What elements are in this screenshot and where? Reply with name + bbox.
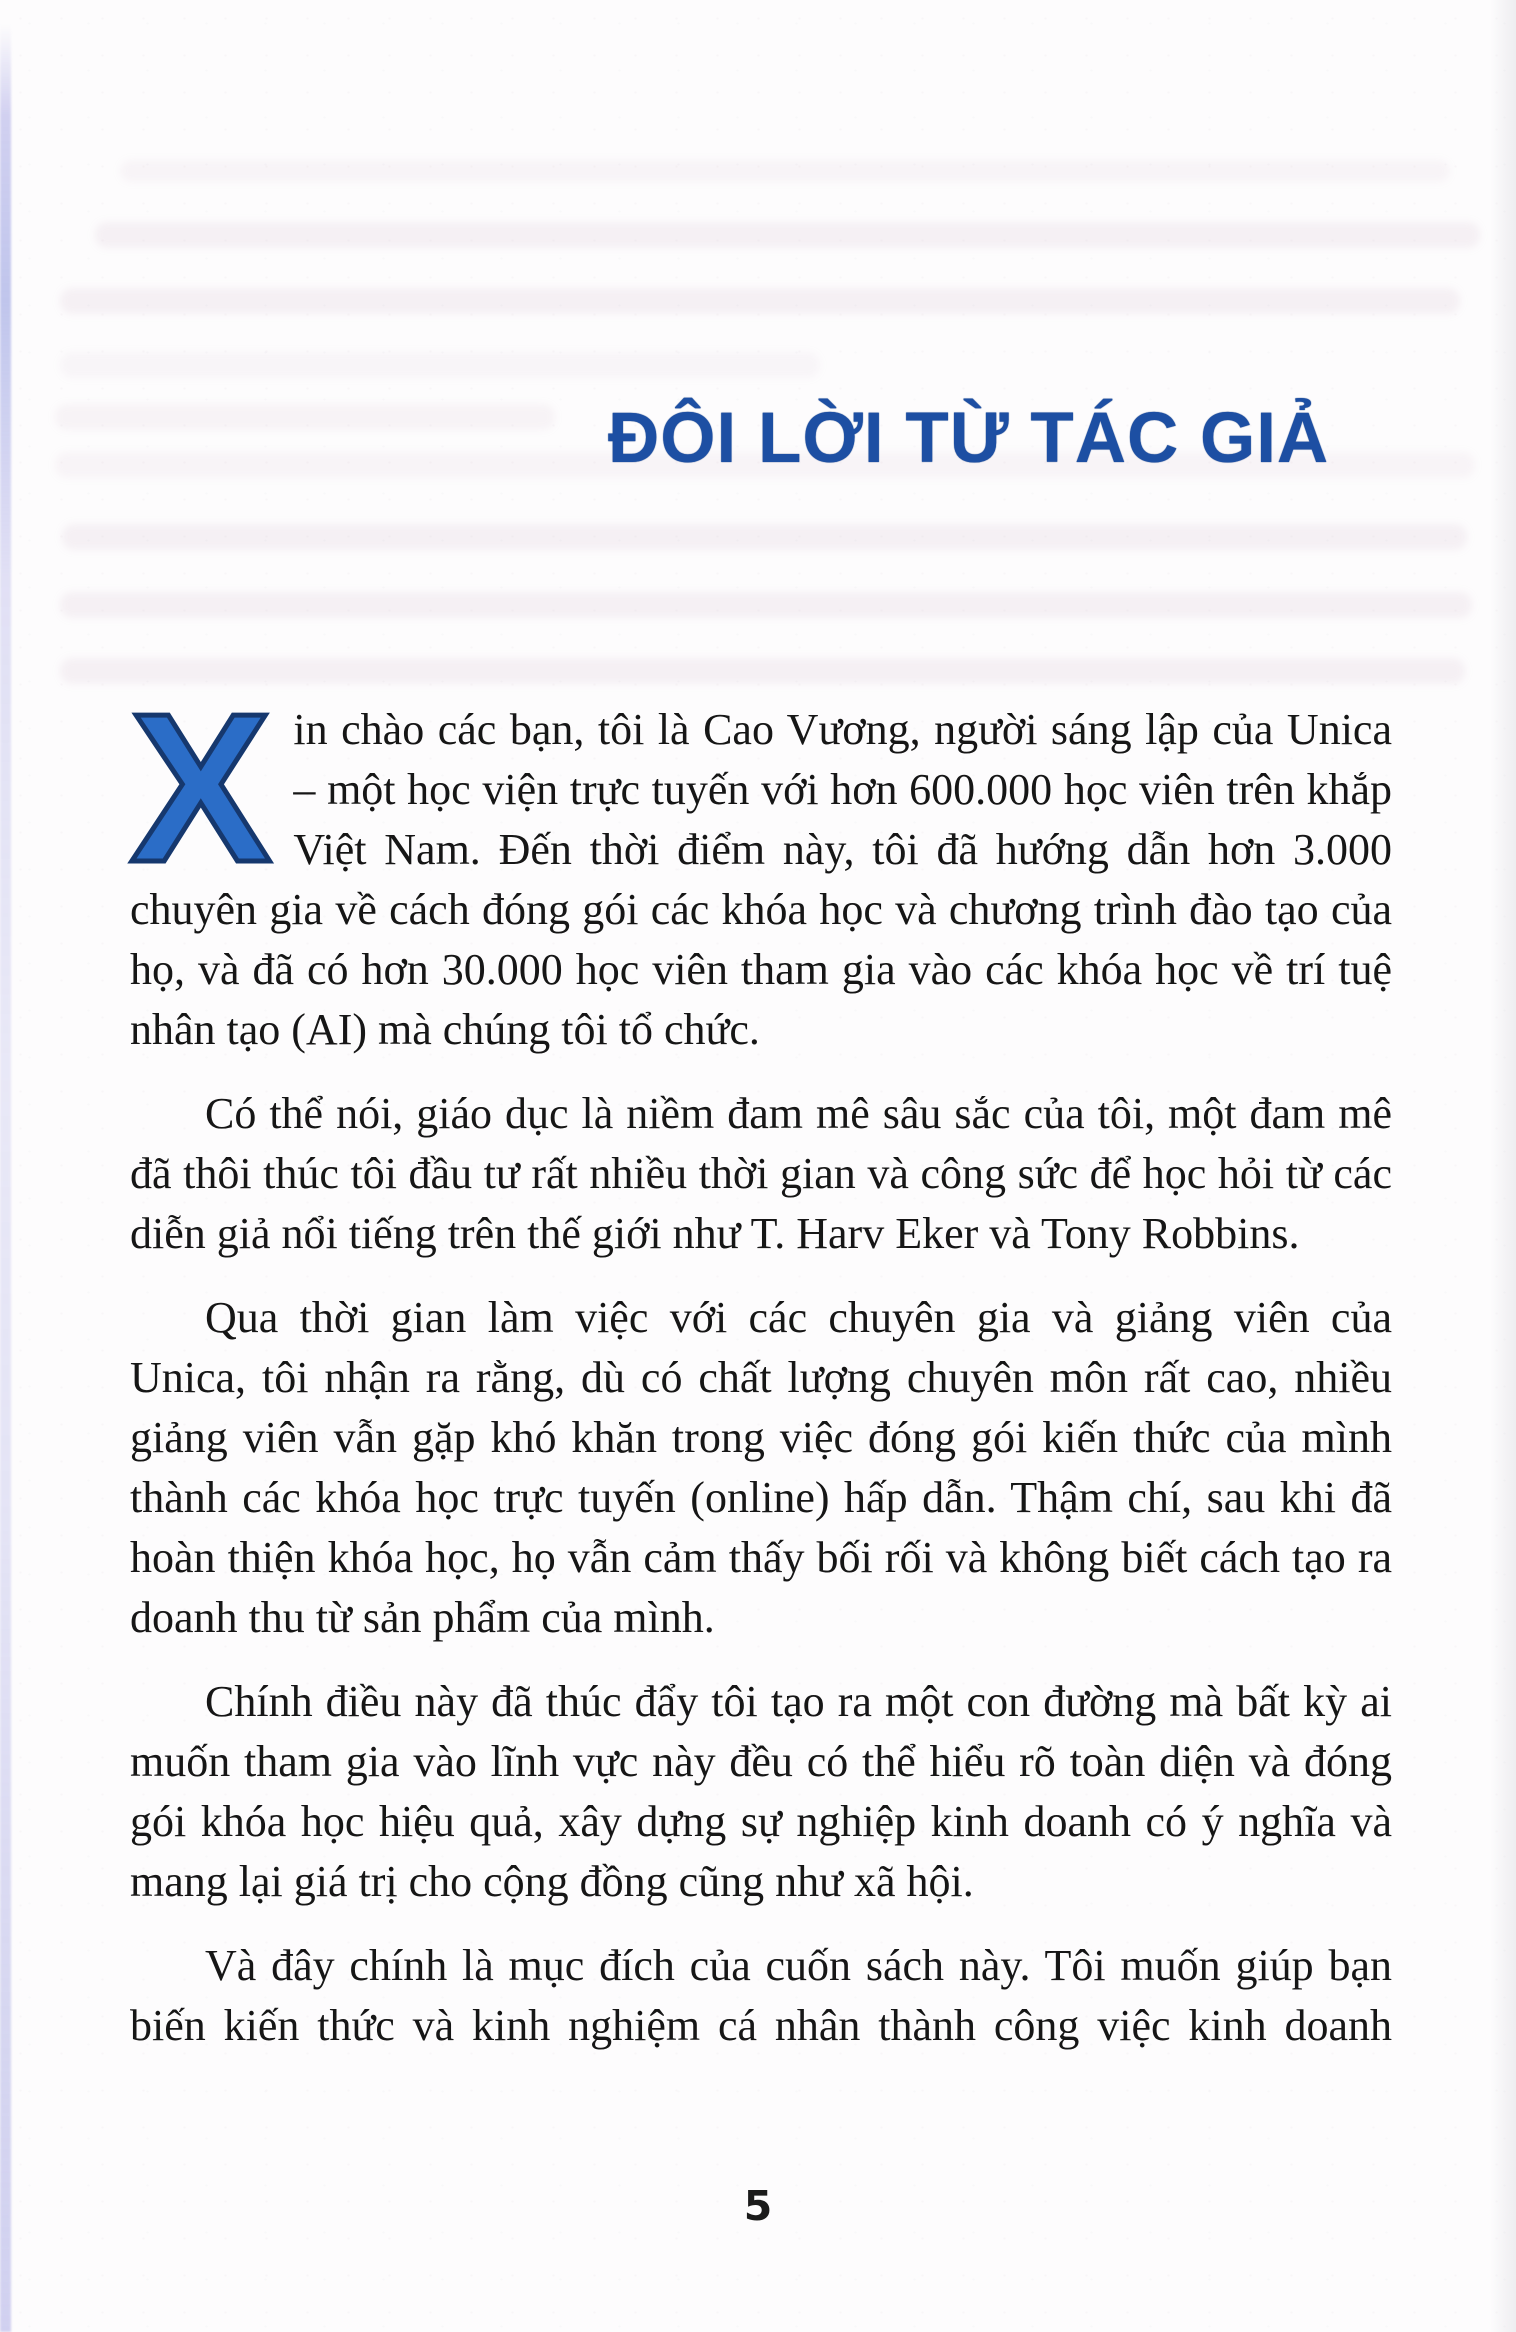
showthrough-artifact [95, 222, 1480, 248]
showthrough-artifact [62, 524, 1467, 550]
page-edge-tint [0, 24, 11, 2332]
showthrough-artifact [55, 404, 555, 430]
paragraph-text: in chào các bạn, tôi là Cao Vương, người sáng lập của Unica – một học viện trực tuyến với hơn 600.000 học viên trên khắp Việt Nam. Đến thời điểm này, tôi đã hướng dẫn hơn 3.000 chuyên gia về cách đóng gói các khóa học và chương trình đào tạo của họ, và đã có hơn 30.000 học viên tham gia vào các khóa học về trí tuệ nhân tạo (AI) mà chúng tôi tổ chức. [130, 705, 1392, 1054]
body-paragraph: Có thể nói, giáo dục là niềm đam mê sâu sắc của tôi, một đam mê đã thôi thúc tôi đầu tư rất nhiều thời gian và công sức để học hỏi từ các diễn giả nổi tiếng trên thế giới như T. Harv Eker và Tony Robbins. [130, 1089, 1392, 1258]
showthrough-artifact [60, 288, 1460, 314]
body-paragraph [130, 669, 1392, 1060]
dropcap-letter: X [130, 669, 272, 906]
body-paragraph: Và đây chính là mục đích của cuốn sách này. Tôi muốn giúp bạn biến kiến thức và kinh nghiệm cá nhân thành công việc kinh doanh [130, 1941, 1392, 2050]
chapter-title: ĐÔI LỜI TỪ TÁC GIẢ [608, 399, 1330, 478]
body-paragraph: Qua thời gian làm việc với các chuyên gia và giảng viên của Unica, tôi nhận ra rằng, dù có chất lượng chuyên môn rất cao, nhiều giảng viên vẫn gặp khó khăn trong việc đóng gói kiến thức của mình thành các khóa học trực tuyến (online) hấp dẫn. Thậm chí, sau khi đã hoàn thiện khóa học, họ vẫn cảm thấy bối rối và không biết cách tạo ra doanh thu từ sản phẩm của mình. [130, 1293, 1392, 1642]
page-edge-shadow [1490, 0, 1516, 2332]
body-paragraph: Chính điều này đã thúc đẩy tôi tạo ra một con đường mà bất kỳ ai muốn tham gia vào lĩnh vực này đều có thể hiểu rõ toàn diện và đóng gói khóa học hiệu quả, xây dựng sự nghiệp kinh doanh có ý nghĩa và mang lại giá trị cho cộng đồng cũng như xã hội. [130, 1677, 1392, 1906]
showthrough-artifact [60, 592, 1472, 618]
showthrough-artifact [120, 160, 1450, 182]
showthrough-artifact [60, 352, 820, 378]
body-text-column [130, 669, 1392, 2080]
page-number: 5 [743, 2182, 773, 2230]
